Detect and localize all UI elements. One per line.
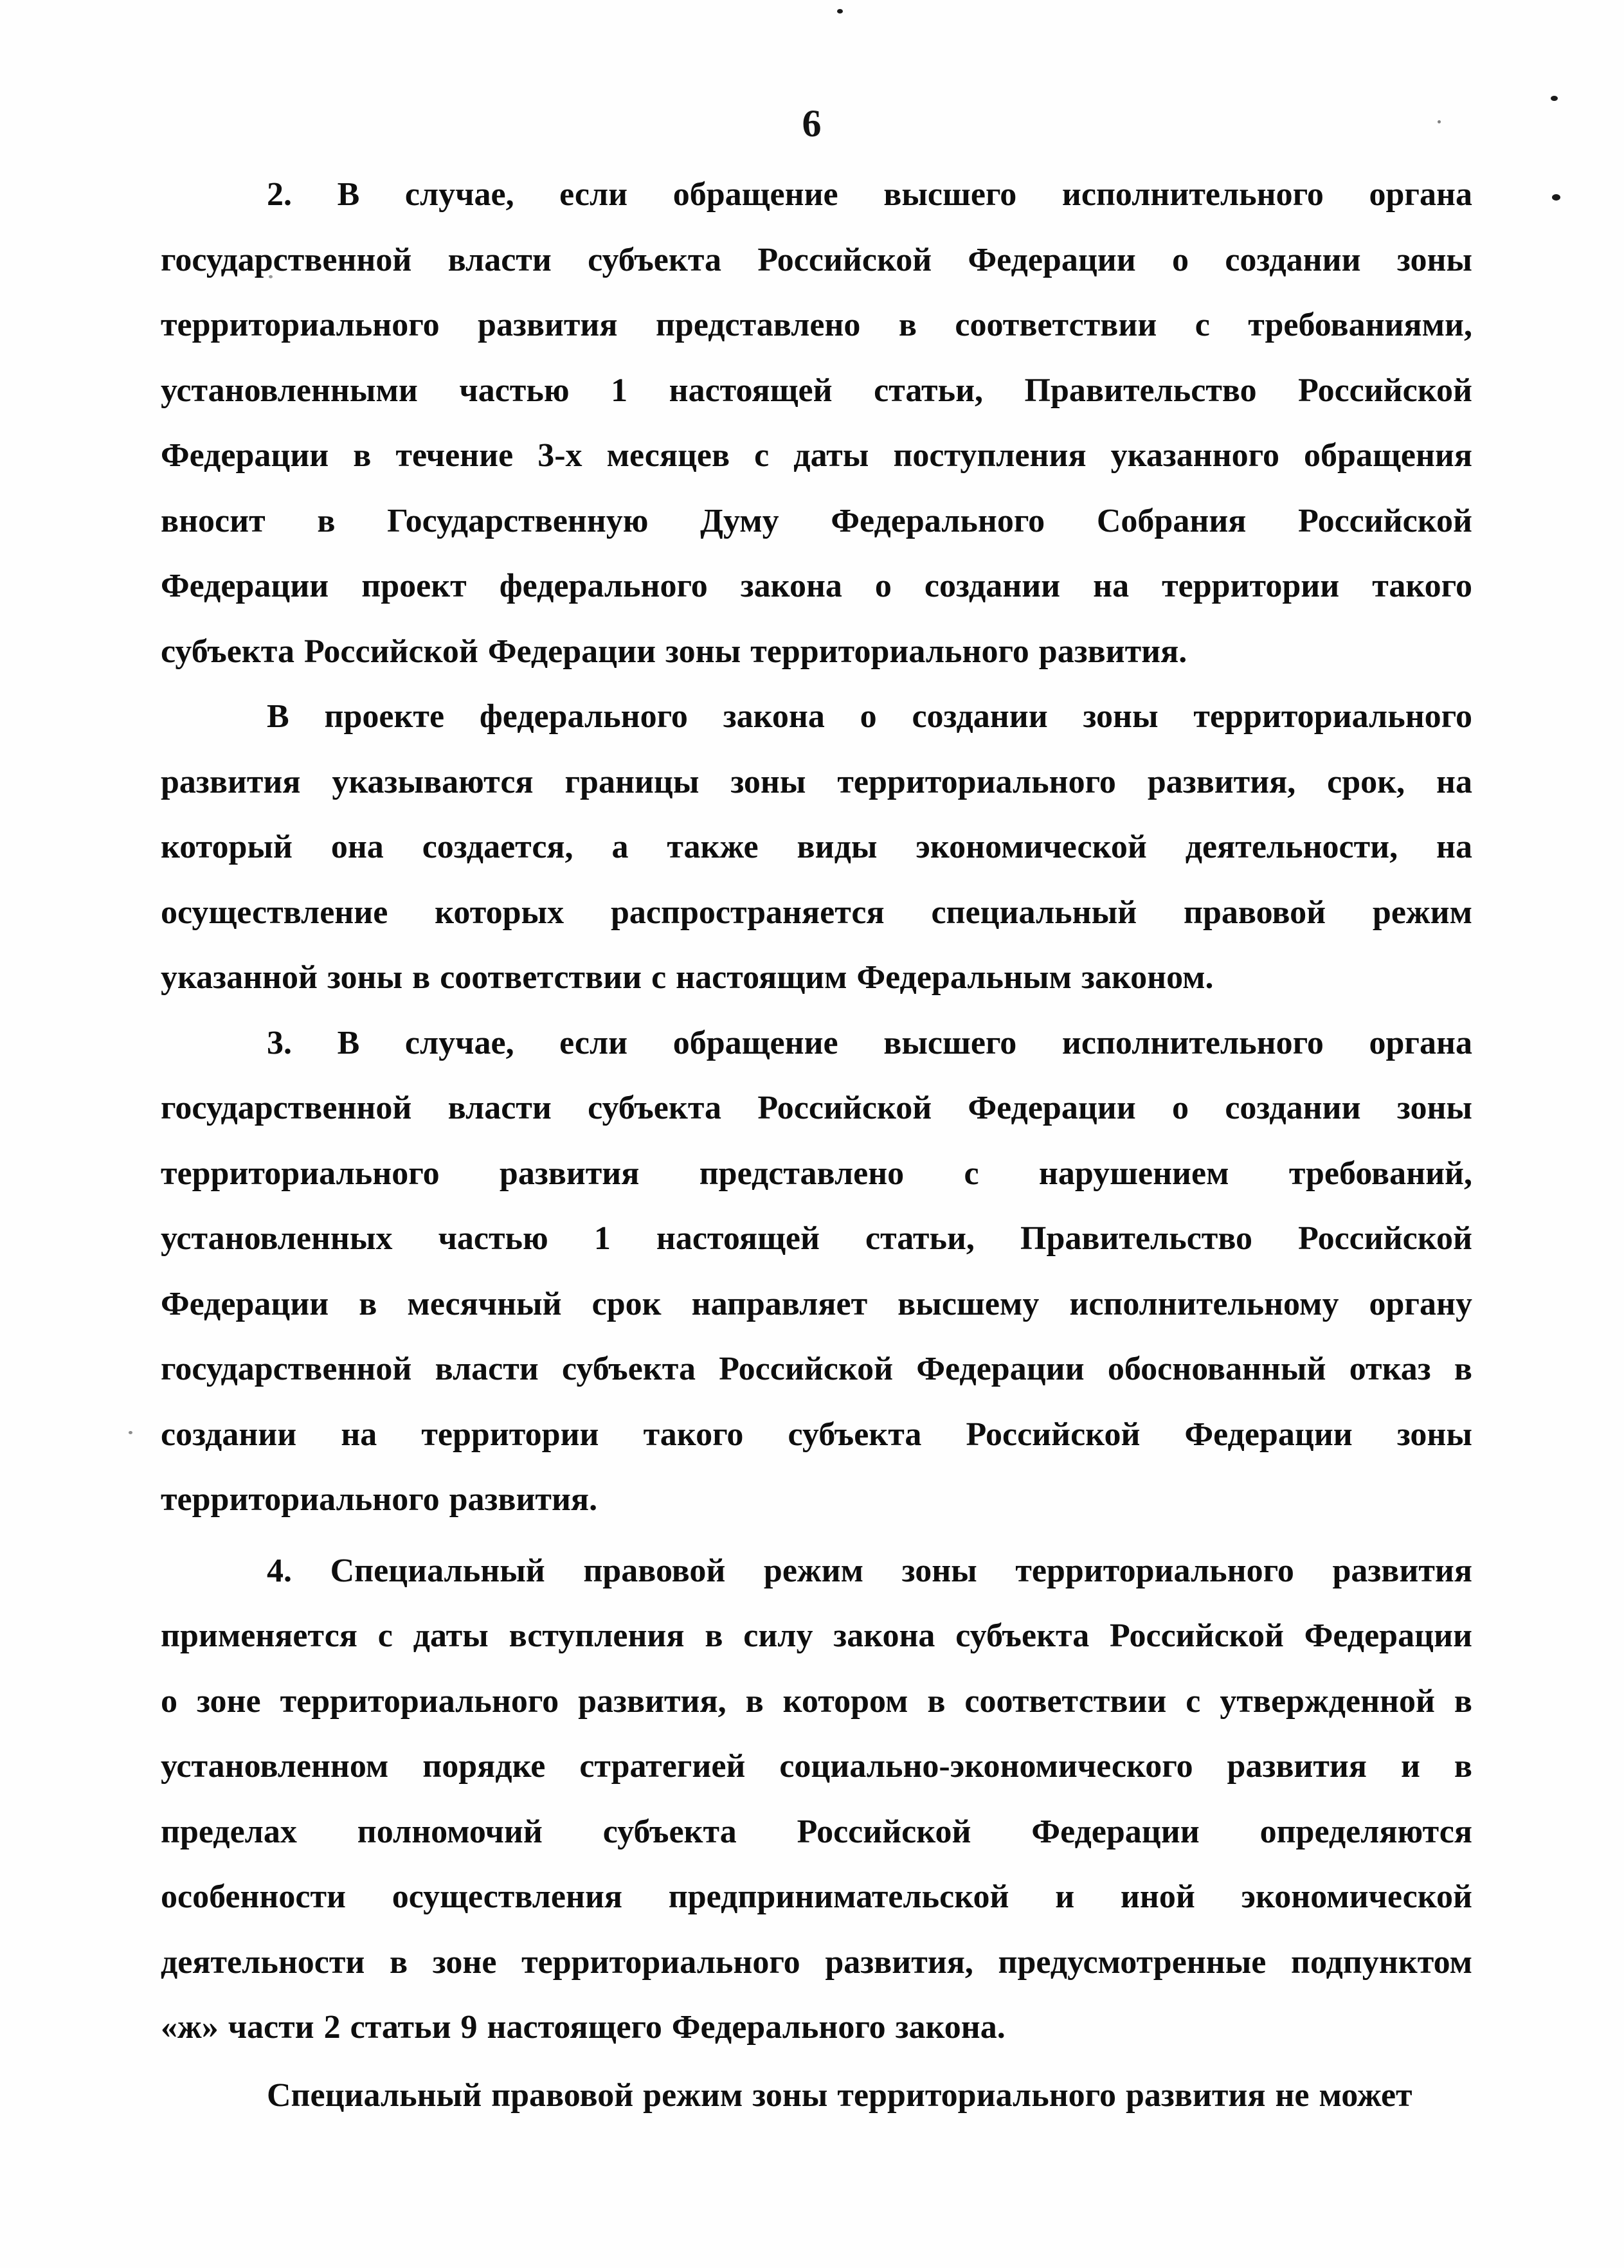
- text-line: государственной власти субъекта Российской Федерации обоснованный отказ в: [161, 1351, 1472, 1387]
- text-line: установленных частью 1 настоящей статьи, Правительство Российской: [161, 1220, 1472, 1257]
- text-line: Федерации проект федерального закона о создании на территории такого: [161, 568, 1472, 604]
- text-line: государственной власти субъекта Российской Федерации о создании зоны: [161, 241, 1472, 278]
- text-line: субъекта Российской Федерации зоны территориального развития.: [161, 633, 1187, 670]
- text-line: государственной власти субъекта Российской Федерации о создании зоны: [161, 1090, 1472, 1126]
- text-line: территориального развития.: [161, 1481, 598, 1518]
- text-line: 4. Специальный правовой режим зоны территориального развития: [267, 1552, 1472, 1589]
- text-line: о зоне территориального развития, в котором в соответствии с утвержденной в: [161, 1682, 1472, 1720]
- text-line: Федерации в месячный срок направляет высшему исполнительному органу: [161, 1285, 1472, 1322]
- text-line: применяется с даты вступления в силу закона субъекта Российской Федерации: [161, 1617, 1472, 1654]
- text-line: установленном порядке стратегией социально-экономического развития и в: [161, 1748, 1472, 1785]
- text-line: деятельности в зоне территориального развития, предусмотренные подпунктом: [161, 1943, 1472, 1981]
- text-line: пределах полномочий субъекта Российской Федерации определяются: [161, 1813, 1472, 1850]
- paragraph-2a: [161, 684, 1472, 1011]
- text-line: 3. В случае, если обращение высшего исполнительного органа: [267, 1024, 1472, 1061]
- paragraph-3: [161, 1011, 1472, 1533]
- text-line: осуществление которых распространяется специальный правовой режим: [161, 894, 1472, 931]
- text-line: указанной зоны в соответствии с настоящим Федеральным законом.: [161, 959, 1214, 996]
- text-line: 2. В случае, если обращение высшего исполнительного органа: [267, 176, 1472, 213]
- text-line: Федерации в течение 3-х месяцев с даты поступления указанного обращения: [161, 437, 1472, 474]
- scan-speck: [837, 9, 843, 14]
- text-line: развития указываются границы зоны территориального развития, срок, на: [161, 763, 1472, 800]
- text-line: вносит в Государственную Думу Федерального Собрания Российской: [161, 502, 1472, 539]
- paragraph-4: [161, 1538, 1472, 2060]
- scan-speck: [1552, 194, 1560, 201]
- text-line: территориального развития представлено с нарушением требований,: [161, 1155, 1472, 1192]
- text-line: территориального развития представлено в соответствии с требованиями,: [161, 307, 1472, 343]
- scan-speck: [1551, 96, 1558, 101]
- paragraph-5: [161, 2063, 1472, 2128]
- text-line: «ж» части 2 статьи 9 настоящего Федерального закона.: [161, 2009, 1006, 2046]
- paragraph-2: [161, 162, 1472, 684]
- text-line: который она создается, а также виды экономической деятельности, на: [161, 829, 1472, 865]
- page-number: 6: [802, 102, 822, 145]
- scan-speck: [129, 1431, 132, 1434]
- text-line: В проекте федерального закона о создании зоны территориального: [267, 698, 1472, 735]
- text-line: создании на территории такого субъекта Российской Федерации зоны: [161, 1416, 1472, 1453]
- text-line: Специальный правовой режим зоны территориального развития не может: [267, 2076, 1412, 2114]
- page-content: [161, 162, 1472, 2128]
- text-line: установленными частью 1 настоящей статьи, Правительство Российской: [161, 372, 1472, 409]
- text-line: особенности осуществления предпринимательской и иной экономической: [161, 1878, 1472, 1915]
